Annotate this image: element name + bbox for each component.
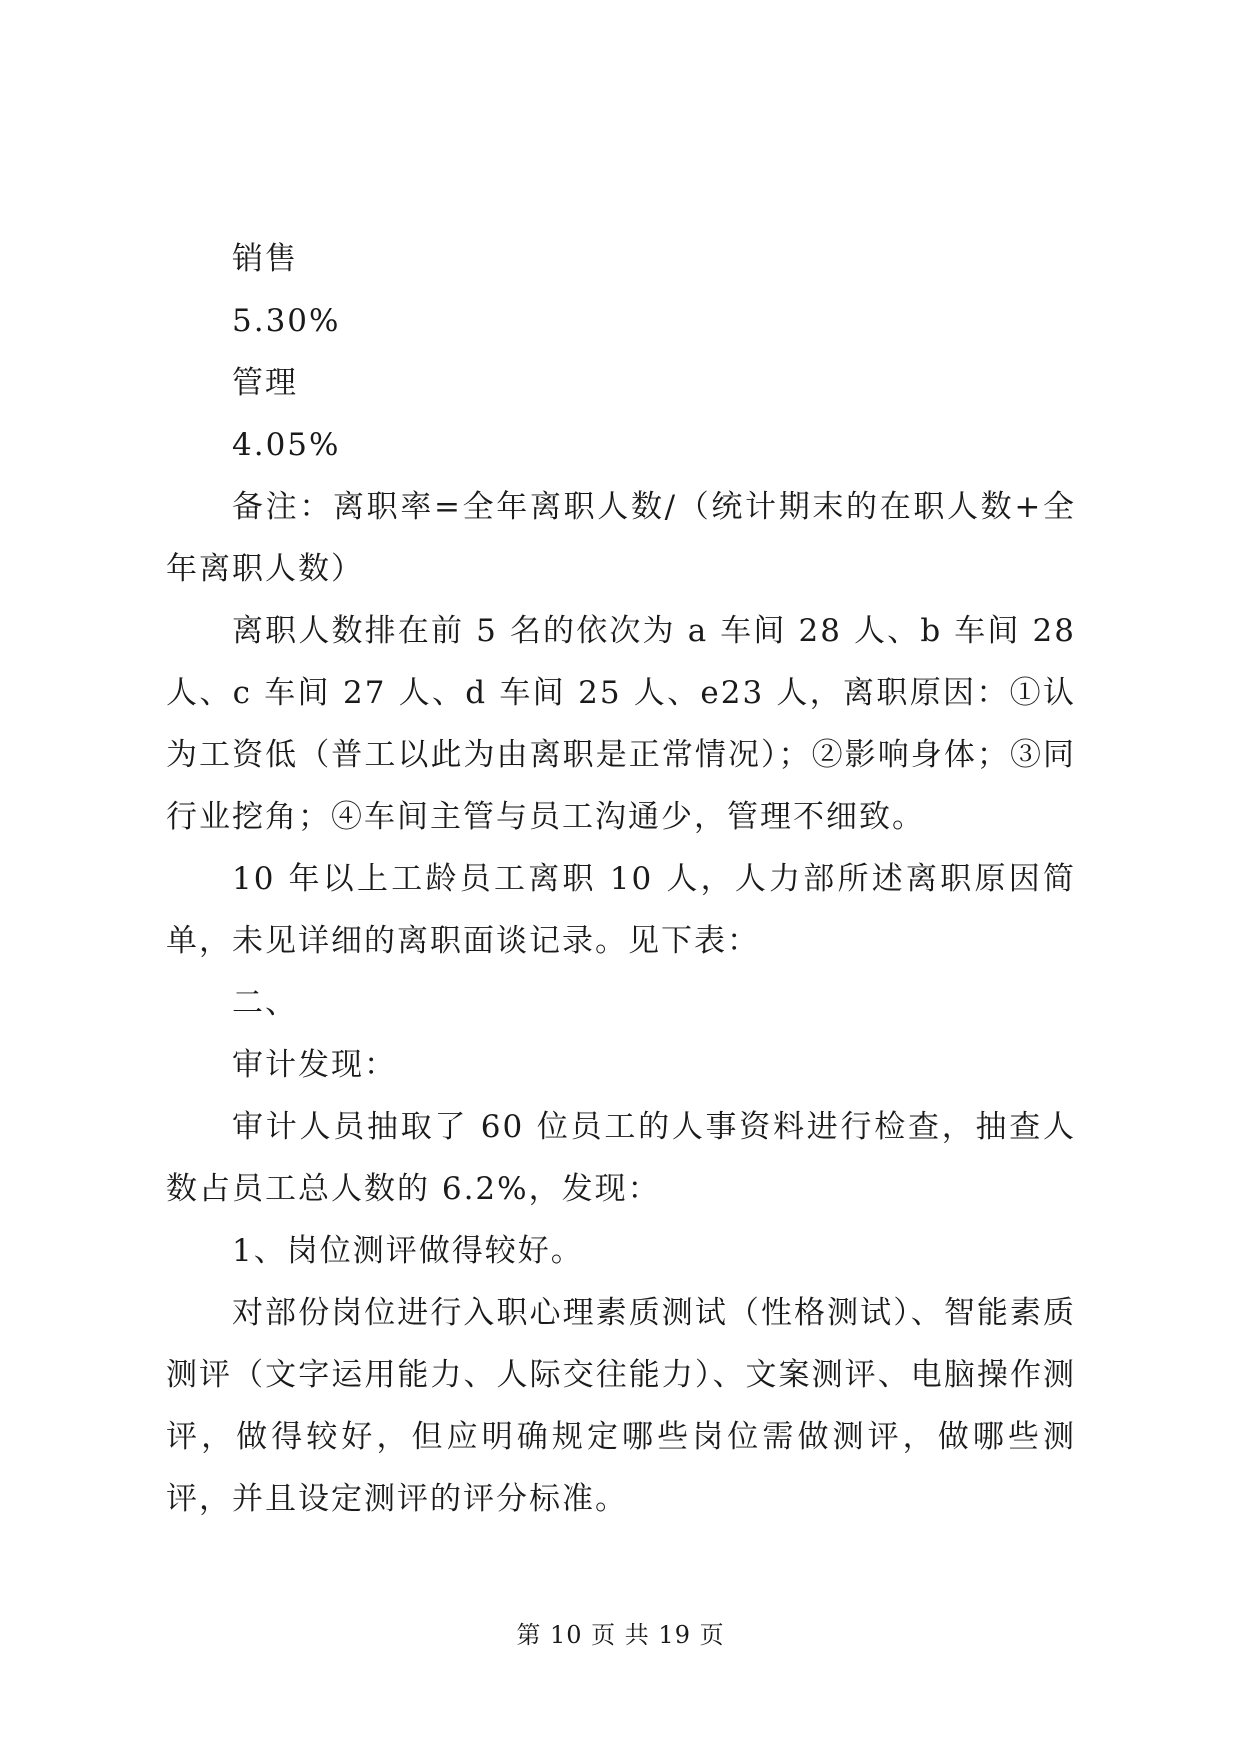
paragraph-sample-check: 审计人员抽取了 60 位员工的人事资料进行检查，抽查人数占员工总人数的 6.2%，发现： bbox=[166, 1109, 1076, 1207]
paragraph-note: 备注：离职率=全年离职人数/（统计期末的在职人数+全年离职人数） bbox=[166, 489, 1076, 587]
paragraph-assessment: 对部份岗位进行入职心理素质测试（性格测试）、智能素质测评（文字运用能力、人际交往能力）、文案测评、电脑操作测评，做得较好，但应明确规定哪些岗位需做测评，做哪些测评，并且设定测评的评分标准。 bbox=[166, 1295, 1076, 1517]
page-footer: 第 10 页 共 19 页 bbox=[516, 1621, 725, 1649]
paragraph-top5-departures: 离职人数排在前 5 名的依次为 a 车间 28 人、b 车间 28 人、c 车间 27 人、d 车间 25 人、e23 人，离职原因：①认为工资低（普工以此为由离职是正常情况）；②影响身体；③同行业挖角；④车间主管与员工沟通少，管理不细致。 bbox=[166, 613, 1076, 835]
line-management-rate: 4.05% bbox=[232, 427, 341, 463]
line-sales-rate: 5.30% bbox=[232, 303, 341, 339]
paragraph-10-year-staff: 10 年以上工龄员工离职 10 人，人力部所述离职原因简单，未见详细的离职面谈记录。见下表： bbox=[166, 861, 1076, 959]
line-sales: 销售 bbox=[232, 241, 298, 277]
audit-findings-heading: 审计发现： bbox=[232, 1047, 397, 1083]
document-body bbox=[166, 228, 1076, 1530]
finding-item-1: 1、岗位测评做得较好。 bbox=[232, 1233, 584, 1269]
section-heading-2: 二、 bbox=[232, 985, 298, 1021]
line-management: 管理 bbox=[232, 365, 298, 401]
